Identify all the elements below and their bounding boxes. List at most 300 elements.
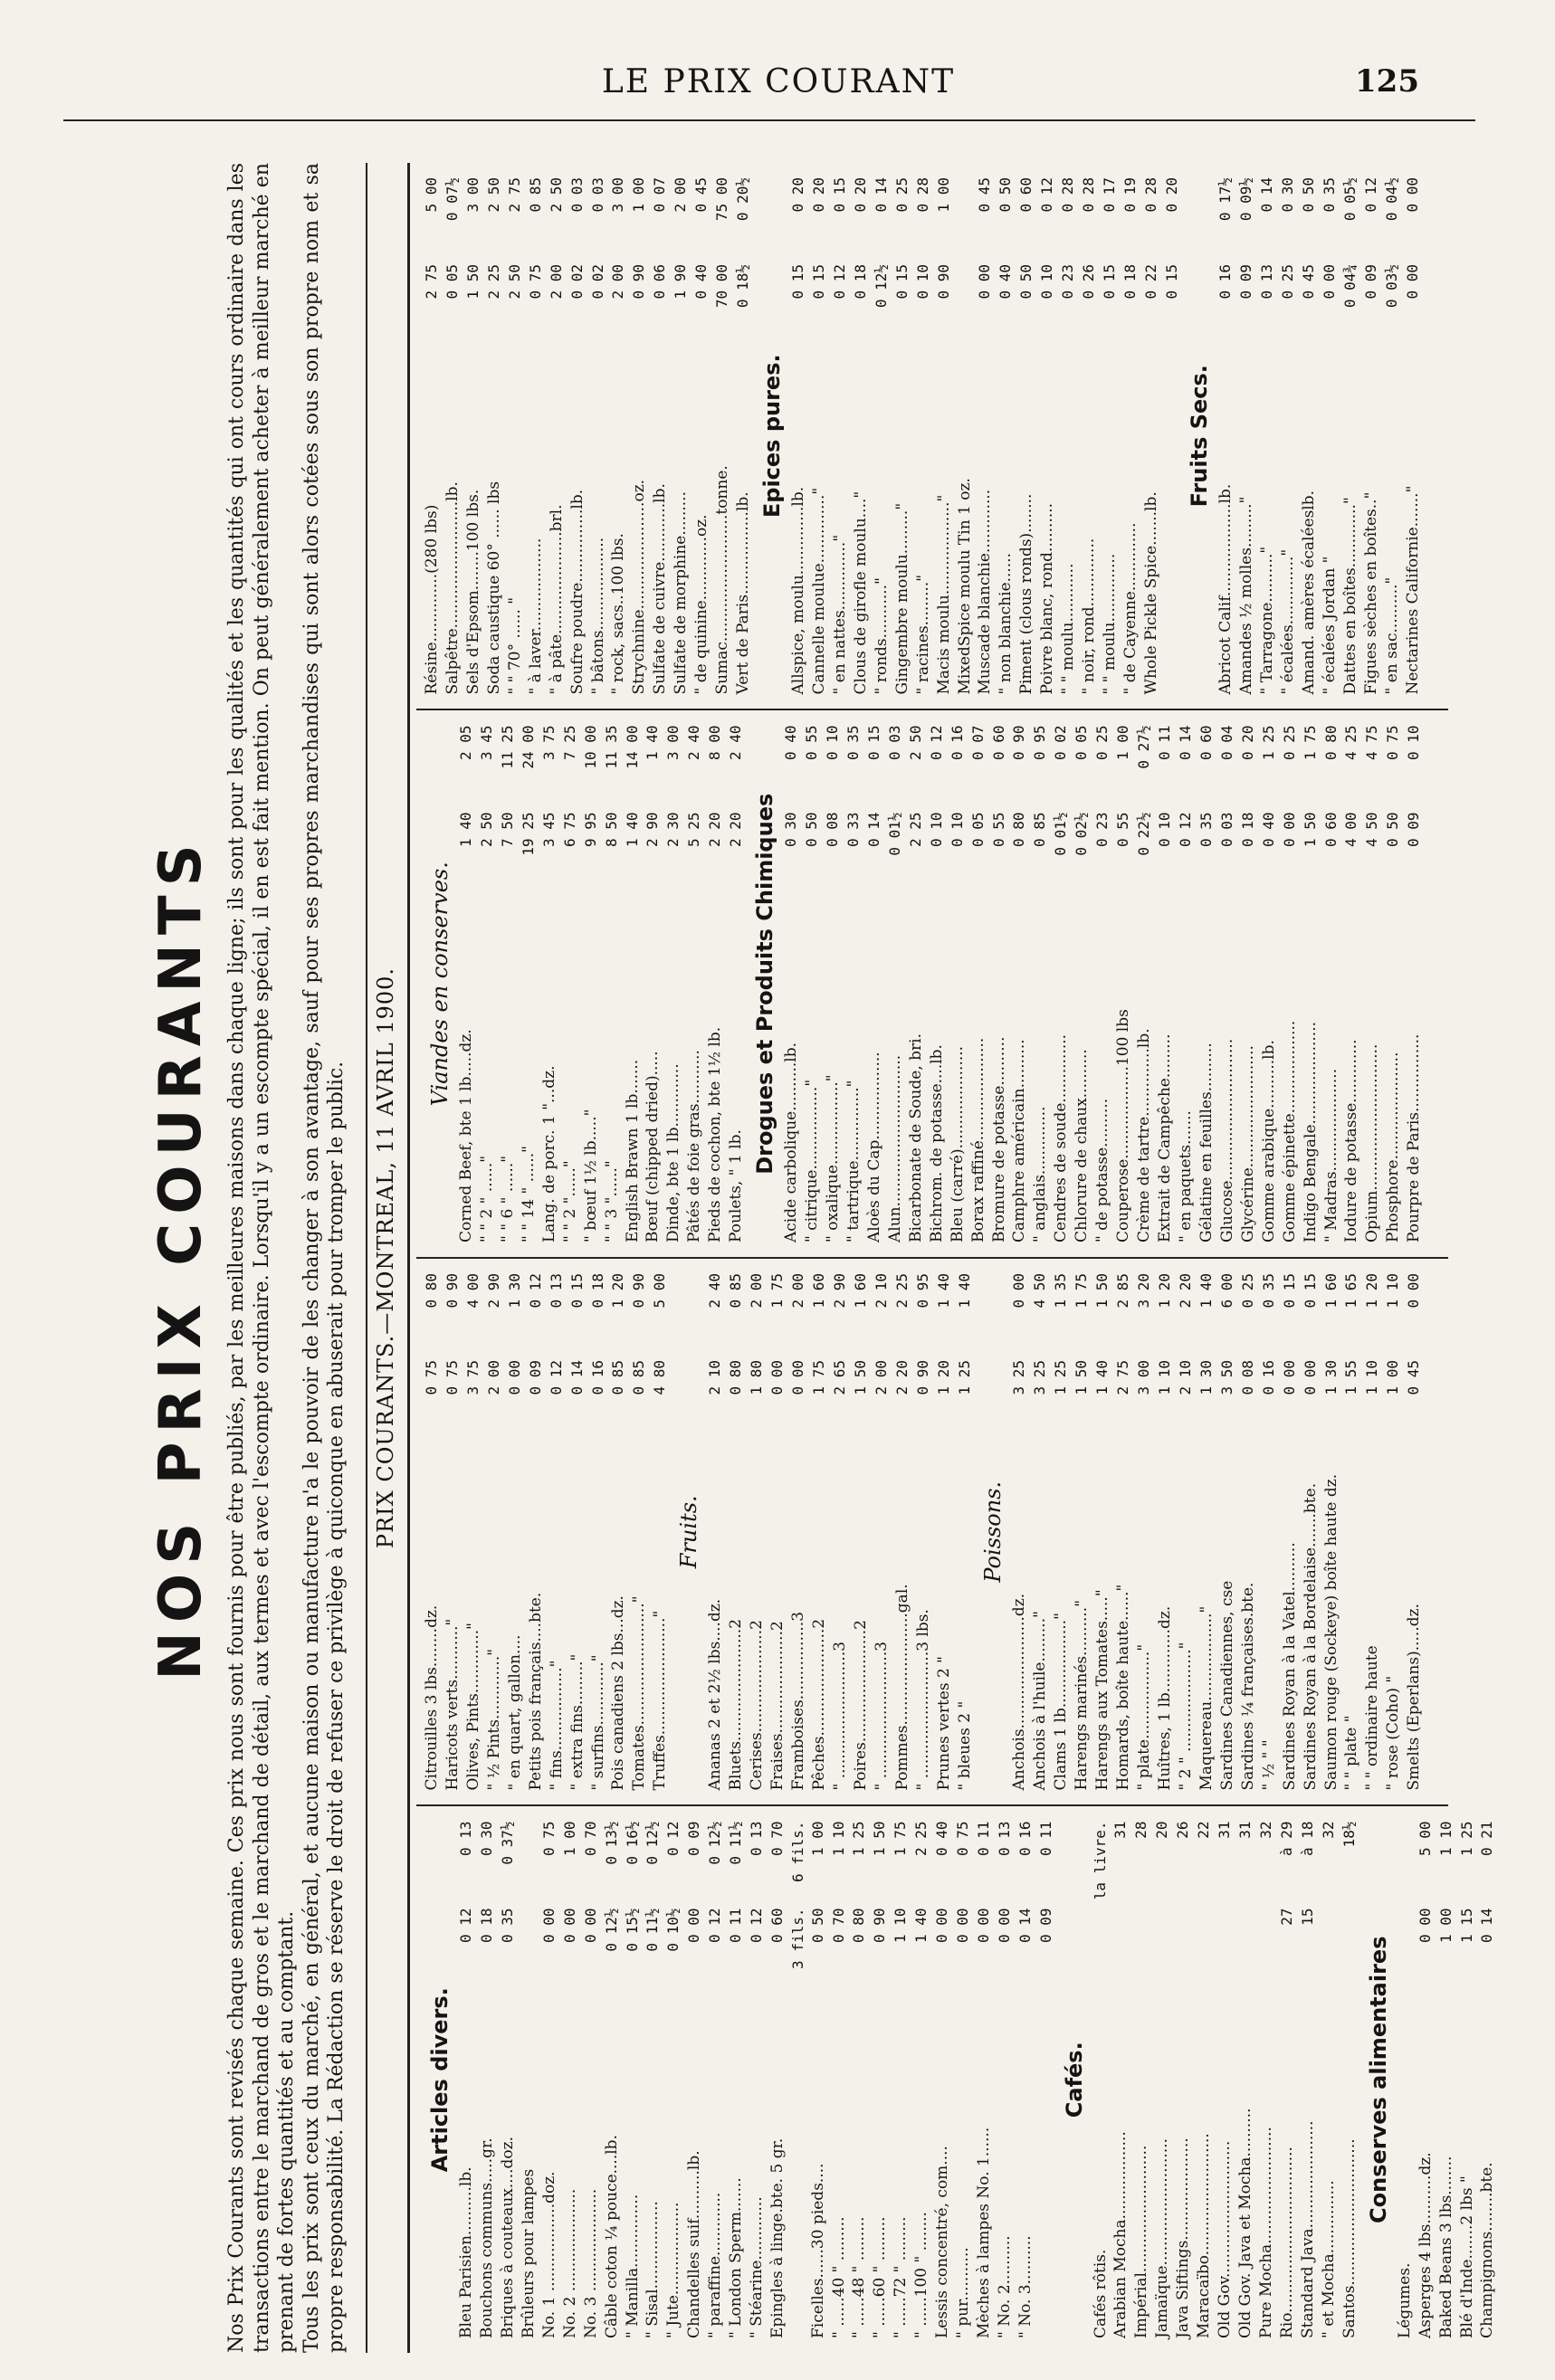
item-label: Gélatine en feuilles.......... bbox=[1197, 1042, 1216, 1242]
price-low: 0 09 bbox=[526, 1360, 544, 1395]
item-label: " fins................." bbox=[547, 1660, 566, 1791]
item-label: " non blanchie...... bbox=[997, 552, 1016, 695]
item-label: " " ordinaire haute bbox=[1363, 1645, 1382, 1791]
item-label: " en quart, gallon.... bbox=[505, 1634, 524, 1791]
item-label: " ½ " " bbox=[1259, 1739, 1278, 1791]
notice-title: NOS PRIX COURANTS bbox=[148, 835, 215, 1680]
price-high: 0 03 bbox=[568, 177, 586, 213]
price-column-2 bbox=[416, 1259, 1448, 1807]
price-high: 0 50 bbox=[1300, 177, 1318, 213]
price-row bbox=[802, 726, 823, 1243]
price-row bbox=[1072, 1273, 1092, 1791]
price-low: 1 40 bbox=[1093, 1360, 1111, 1395]
price-row bbox=[456, 726, 477, 1243]
item-label: English Brawn 1 lb....... bbox=[623, 1059, 642, 1242]
price-row bbox=[1361, 177, 1382, 695]
price-row bbox=[1036, 1822, 1056, 2339]
item-label: " Manilla............... bbox=[623, 2194, 642, 2338]
price-high: 4 00 bbox=[463, 1273, 482, 1309]
item-label: Acide carbolique..........lb. bbox=[782, 1042, 801, 1242]
price-high: 0 35 bbox=[844, 725, 862, 761]
item-label: Amand. amères écaléeslb. bbox=[1300, 490, 1319, 695]
item-label: Sardines ¼ françaises.bte. bbox=[1238, 1582, 1257, 1791]
price-row bbox=[588, 177, 609, 695]
price-row bbox=[484, 177, 505, 695]
item-label: Résine..............(280 lbs) bbox=[423, 504, 441, 695]
price-low: 4 00 bbox=[1342, 812, 1360, 848]
price-high: 0 12 bbox=[1038, 177, 1056, 213]
price-low: 0 85 bbox=[1031, 812, 1049, 848]
price-row bbox=[864, 726, 885, 1243]
price-row bbox=[1436, 1822, 1457, 2339]
price-high: 0 15 bbox=[1301, 1273, 1319, 1309]
price-high: 0 07 bbox=[968, 725, 987, 761]
price-low: 0 10½ bbox=[664, 1908, 682, 1952]
price-row bbox=[581, 726, 602, 1243]
price-low: 0 00 bbox=[933, 1908, 951, 1944]
item-label: Mèches à lampes No. 1...... bbox=[975, 2127, 994, 2338]
price-row bbox=[1072, 726, 1092, 1243]
price-row bbox=[650, 177, 671, 695]
price-row bbox=[809, 1273, 830, 1791]
item-label: Maracaïbo......................... bbox=[1195, 2133, 1214, 2338]
item-label: Chandelles suif..........lb. bbox=[685, 2150, 704, 2338]
price-row bbox=[1176, 726, 1197, 1243]
price-high: 0 20 bbox=[809, 177, 827, 213]
price-high: 10 00 bbox=[581, 725, 599, 769]
price-row bbox=[1404, 726, 1425, 1243]
price-high: 0 21 bbox=[1478, 1821, 1496, 1857]
price-row bbox=[1341, 1273, 1362, 1791]
price-low: 3 fils. bbox=[789, 1908, 806, 1969]
price-row bbox=[911, 1822, 932, 2339]
price-low: 2 10 bbox=[1176, 1360, 1194, 1395]
item-label: Figues sèches en boîtes.." bbox=[1362, 491, 1381, 695]
price-row bbox=[1259, 726, 1280, 1243]
price-high: 1 25 bbox=[850, 1821, 868, 1857]
price-low: 1 20 bbox=[934, 1360, 952, 1395]
price-high: 0 20 bbox=[1238, 725, 1256, 761]
item-label: Asperges 4 lbs..........dz. bbox=[1416, 2152, 1435, 2338]
price-row bbox=[1121, 177, 1141, 695]
item-label: " surfins............." bbox=[588, 1654, 607, 1791]
price-high: 0 13½ bbox=[602, 1821, 620, 1865]
price-low: 0 18 bbox=[851, 264, 869, 300]
price-high: 31 bbox=[1216, 1821, 1234, 1839]
notice-block bbox=[145, 163, 362, 2353]
price-row bbox=[1319, 1822, 1340, 2339]
price-high: 0 13 bbox=[547, 1273, 565, 1309]
section-title: Conserves alimentaires bbox=[1365, 1936, 1391, 2223]
item-label: " pur........... bbox=[954, 2247, 973, 2338]
item-label: Harengs marinés.........." bbox=[1073, 1599, 1092, 1791]
price-low: 0 09 bbox=[1362, 264, 1380, 300]
price-low: 0 18 bbox=[1121, 264, 1139, 300]
price-low: 0 80 bbox=[727, 1360, 745, 1395]
item-label: " Madras..................... bbox=[1321, 1068, 1340, 1242]
item-label: Brûleurs pour lampes bbox=[519, 2168, 538, 2338]
section-title: Epices pures. bbox=[759, 354, 785, 519]
price-row bbox=[1301, 726, 1321, 1243]
price-row bbox=[1236, 177, 1257, 695]
price-high: 1 40 bbox=[934, 1273, 952, 1309]
price-high: 0 20 bbox=[1162, 177, 1180, 213]
price-column-4 bbox=[416, 163, 1448, 711]
price-row bbox=[913, 1273, 934, 1791]
price-high: 0 85 bbox=[727, 1273, 745, 1309]
price-low: 0 14 bbox=[1478, 1908, 1496, 1944]
price-low: 1 50 bbox=[851, 1360, 869, 1395]
price-low: 2 25 bbox=[484, 264, 502, 300]
price-high: 0 14 bbox=[872, 177, 890, 213]
item-label: Indigo Bengale..................... bbox=[1301, 1021, 1320, 1242]
price-row bbox=[955, 1273, 976, 1791]
price-row bbox=[953, 1822, 974, 2339]
price-row bbox=[568, 177, 588, 695]
price-low: 0 00 bbox=[1280, 812, 1298, 848]
price-low: 2 50 bbox=[477, 812, 495, 848]
price-row bbox=[1092, 1273, 1113, 1791]
price-low: 0 11½ bbox=[644, 1908, 662, 1952]
item-label: " rock, sacs..100 lbs. bbox=[609, 533, 628, 695]
price-high: 0 37½ bbox=[498, 1821, 516, 1865]
price-low: 3 50 bbox=[1217, 1360, 1235, 1395]
price-row bbox=[1238, 1273, 1259, 1791]
price-high: 0 04½ bbox=[1382, 177, 1400, 222]
section-title: Poissons. bbox=[980, 1480, 1006, 1583]
price-high: 1 75 bbox=[892, 1821, 910, 1857]
price-low: 9 95 bbox=[581, 812, 599, 848]
price-high: 5 00 bbox=[1416, 1821, 1434, 1857]
price-row bbox=[671, 177, 692, 695]
price-high: 0 60 bbox=[1017, 177, 1035, 213]
price-row bbox=[932, 1822, 953, 2339]
price-high: 28 bbox=[1132, 1821, 1150, 1839]
price-high: 1 40 bbox=[1197, 1273, 1215, 1309]
price-low: 0 55 bbox=[1114, 812, 1132, 848]
item-label: Sulfate de morphine......... bbox=[672, 491, 691, 695]
price-high: 1 20 bbox=[1156, 1273, 1173, 1309]
price-row bbox=[870, 1822, 891, 2339]
price-row bbox=[463, 177, 484, 695]
item-label: Poires.......................2 bbox=[851, 1620, 870, 1791]
price-high: 24 00 bbox=[519, 725, 537, 769]
price-high: 0 70 bbox=[768, 1821, 787, 1857]
price-low: 0 15 bbox=[809, 264, 827, 300]
price-low: 1 40 bbox=[912, 1908, 930, 1944]
price-low: 2 20 bbox=[727, 812, 745, 848]
item-label: Olives, Pints............." bbox=[463, 1623, 482, 1791]
price-row bbox=[913, 177, 934, 695]
subheader-rule bbox=[407, 163, 410, 2353]
price-high: 1 35 bbox=[1052, 1273, 1070, 1309]
price-low: 2 25 bbox=[906, 812, 924, 848]
price-row bbox=[996, 177, 1016, 695]
notice-rule bbox=[366, 163, 367, 2353]
price-row bbox=[1457, 1822, 1478, 2339]
price-row bbox=[608, 1273, 629, 1791]
price-row bbox=[995, 1822, 1016, 2339]
item-label: Borax raffiné..................... bbox=[968, 1037, 987, 1242]
item-label: Bouchons communs.....gr. bbox=[477, 2137, 496, 2338]
price-low: 3 25 bbox=[1031, 1360, 1049, 1395]
price-low: 0 06 bbox=[651, 264, 669, 300]
price-row bbox=[560, 726, 581, 1243]
item-label: Harengs aux Tomates....." bbox=[1093, 1589, 1112, 1791]
price-row bbox=[934, 177, 955, 695]
price-row bbox=[1037, 177, 1058, 695]
price-low: 0 15½ bbox=[623, 1908, 641, 1952]
price-row bbox=[747, 1273, 768, 1791]
price-row bbox=[456, 1822, 477, 2339]
item-label: " paraffine............. bbox=[706, 2192, 725, 2338]
price-row bbox=[1194, 1822, 1215, 2339]
item-label: Extrait de Campêche......... bbox=[1156, 1033, 1174, 1242]
price-low: 0 12 bbox=[830, 264, 848, 300]
item-label: Pêches......................2 bbox=[809, 1618, 828, 1791]
price-row bbox=[705, 1822, 726, 2339]
price-low: 1 15 bbox=[1457, 1908, 1475, 1944]
price-low: 6 75 bbox=[560, 812, 578, 848]
price-high: 0 28 bbox=[1080, 177, 1098, 213]
price-high: 2 25 bbox=[912, 1821, 930, 1857]
price-low: 1 75 bbox=[809, 1360, 827, 1395]
price-low: 0 12½ bbox=[872, 264, 890, 309]
price-low: 0 00 bbox=[996, 1908, 1014, 1944]
price-low: 0 04¾ bbox=[1341, 264, 1359, 309]
item-label: Fraises.....................2 bbox=[768, 1621, 787, 1791]
price-row bbox=[975, 177, 996, 695]
price-low: 0 45 bbox=[1300, 264, 1318, 300]
item-label: " London Sperm....... bbox=[727, 2177, 746, 2338]
item-label: " ......72 " ......... bbox=[892, 2216, 911, 2338]
price-row bbox=[1111, 1822, 1131, 2339]
item-label: Poulets, " 1 lb. bbox=[727, 1129, 746, 1242]
item-label: Old Gov............................ bbox=[1216, 2140, 1235, 2338]
item-label: Impérial.......................... bbox=[1132, 2145, 1151, 2338]
item-label: Clams 1 lb.................." bbox=[1052, 1613, 1071, 1791]
price-high: 11 35 bbox=[602, 725, 620, 769]
price-high: 0 05 bbox=[1073, 725, 1091, 761]
price-high: 0 12½ bbox=[644, 1821, 662, 1865]
price-low: 0 10 bbox=[927, 812, 945, 848]
price-high: 0 15 bbox=[830, 177, 848, 213]
price-row bbox=[1301, 1273, 1321, 1791]
item-label: " bœuf 1½ lb....." bbox=[581, 1109, 600, 1242]
price-high: 0 03 bbox=[588, 177, 606, 213]
price-high: 3 00 bbox=[609, 177, 627, 213]
price-high: 2 00 bbox=[672, 177, 690, 213]
price-low: 2 00 bbox=[547, 264, 565, 300]
price-row bbox=[1016, 1822, 1036, 2339]
price-high: 75 00 bbox=[713, 177, 731, 222]
price-row bbox=[1009, 1273, 1030, 1791]
price-high: 2 75 bbox=[505, 177, 523, 213]
price-low: 2 65 bbox=[830, 1360, 848, 1395]
page-header bbox=[0, 63, 1555, 118]
price-low: 0 14 bbox=[1016, 1908, 1034, 1944]
price-row bbox=[1131, 1822, 1152, 2339]
item-label: Pure Mocha........................ bbox=[1257, 2127, 1275, 2338]
price-row bbox=[747, 1822, 768, 2339]
price-high: 1 30 bbox=[505, 1273, 523, 1309]
price-low: 0 00 bbox=[1321, 264, 1339, 300]
price-high: 1 60 bbox=[851, 1273, 869, 1309]
price-row bbox=[1257, 177, 1278, 695]
item-label: Pieds de cochon, bte 1½ lb. bbox=[706, 1026, 725, 1242]
price-row bbox=[989, 726, 1010, 1243]
price-low: 0 00 bbox=[976, 264, 994, 300]
item-label: Bicarbonate de Soude, bri. bbox=[906, 1033, 925, 1242]
item-label: Petits pois français....bte. bbox=[526, 1592, 545, 1791]
price-high: 0 13 bbox=[748, 1821, 766, 1857]
price-row bbox=[1197, 726, 1217, 1243]
price-row bbox=[547, 1273, 568, 1791]
price-row bbox=[974, 1822, 995, 2339]
item-label: Corned Beef, bte 1 lb.....dz. bbox=[457, 1029, 475, 1242]
price-row bbox=[1383, 726, 1404, 1243]
price-low: 0 30 bbox=[782, 812, 800, 848]
item-label: Lang. de porc. 1 "...dz. bbox=[539, 1065, 558, 1242]
item-label: Maquereau.................." bbox=[1197, 1605, 1216, 1791]
price-row bbox=[1009, 726, 1030, 1243]
price-high: 1 75 bbox=[1301, 725, 1319, 761]
price-low: 0 00 bbox=[768, 1360, 787, 1395]
item-label: " en nattes.............." bbox=[830, 534, 849, 695]
price-high: 0 13 bbox=[457, 1821, 474, 1857]
price-low: 7 50 bbox=[498, 812, 516, 848]
price-row bbox=[712, 177, 733, 695]
price-high: 8 00 bbox=[706, 725, 724, 761]
price-row bbox=[526, 1273, 547, 1791]
item-label: Glucose............................. bbox=[1217, 1038, 1236, 1242]
price-row bbox=[872, 177, 892, 695]
item-label: Citrouilles 3 lbs........dz. bbox=[423, 1604, 441, 1791]
price-high: 0 90 bbox=[630, 1273, 648, 1309]
price-high: 3 00 bbox=[463, 177, 482, 213]
item-label: Baked Beans 3 lbs........ bbox=[1436, 2156, 1455, 2338]
item-label: " et Mocha............... bbox=[1319, 2180, 1338, 2338]
item-label: " bleues 2 " bbox=[955, 1700, 974, 1791]
item-label: " Tarragone.........." bbox=[1258, 546, 1277, 695]
price-row bbox=[1134, 1273, 1155, 1791]
price-high: 0 12 bbox=[664, 1821, 682, 1857]
price-low: 0 08 bbox=[824, 812, 841, 848]
item-label: Opium.............................. bbox=[1363, 1043, 1382, 1242]
price-row bbox=[505, 177, 526, 695]
item-label: Anchois à l'huile........." bbox=[1031, 1611, 1050, 1791]
price-high: 0 20 bbox=[851, 177, 869, 213]
price-low: 0 02 bbox=[568, 264, 586, 300]
price-row bbox=[1217, 726, 1238, 1243]
item-label: Bluets.......................2 bbox=[727, 1618, 746, 1791]
price-row bbox=[1155, 1273, 1176, 1791]
price-row bbox=[1141, 177, 1162, 695]
price-high: 0 10 bbox=[824, 725, 841, 761]
price-high: 0 90 bbox=[1010, 725, 1028, 761]
price-row bbox=[788, 1822, 808, 2339]
notice-paragraph-2: Tous les prix sont ceux du marché, en général, et aucune maison ou manufacture n'a le pouvoir de les changer à son avantage, sauf pour ses propres marchandises qui sont alors cotées sous son propre nom et sa propre responsabilité. La Rédaction se réserve le droit de refuser ce privilège à quiconque en abuserait pour tromper le public. bbox=[300, 163, 348, 2353]
item-label: Camphre américain.......... bbox=[1010, 1039, 1029, 1242]
price-low: 0 18 bbox=[1238, 812, 1256, 848]
price-high: 0 25 bbox=[1093, 725, 1111, 761]
price-high: 0 95 bbox=[913, 1273, 931, 1309]
price-row bbox=[1079, 177, 1100, 695]
price-row bbox=[788, 1273, 809, 1791]
price-low: 15 bbox=[1298, 1908, 1316, 1926]
item-label: Old Gov. Java et Mocha.......... bbox=[1236, 2108, 1255, 2338]
item-label: Anchois.......................dz. bbox=[1010, 1593, 1029, 1791]
price-low: 0 25 bbox=[1279, 264, 1297, 300]
price-high: 0 14 bbox=[1176, 725, 1194, 761]
price-low: 0 15 bbox=[1101, 264, 1119, 300]
item-label: " " moulu.............. bbox=[1101, 553, 1120, 695]
item-label: Sels d'Epsom........100 lbs. bbox=[463, 489, 482, 695]
price-high: 1 10 bbox=[1436, 1821, 1455, 1857]
price-high: 0 11 bbox=[1036, 1821, 1054, 1857]
item-label: " " 6 " ......" bbox=[498, 1155, 517, 1242]
price-row bbox=[443, 1273, 463, 1791]
item-label: " écalées Jordan " bbox=[1321, 556, 1340, 695]
price-row bbox=[906, 726, 927, 1243]
item-label: Arabian Mocha.................. bbox=[1111, 2131, 1130, 2338]
price-low: 0 00 bbox=[1301, 1360, 1319, 1395]
item-label: " 2 " ....................." bbox=[1176, 1642, 1195, 1791]
item-label: " " 2 " ......" bbox=[477, 1155, 496, 1242]
price-row bbox=[1238, 726, 1259, 1243]
price-low: 0 00 bbox=[685, 1908, 703, 1944]
item-label: " de quinine.............oz. bbox=[692, 514, 711, 695]
price-row bbox=[849, 1822, 870, 2339]
item-label: Sardines Canadiennes, cse bbox=[1217, 1580, 1236, 1791]
price-low: 0 00 bbox=[1280, 1360, 1298, 1395]
item-label: No. 3 ..................... bbox=[581, 2188, 600, 2338]
price-low: 0 10 bbox=[1038, 264, 1056, 300]
item-label: " ½ Pints............." bbox=[484, 1648, 503, 1791]
price-high: 1 10 bbox=[829, 1821, 847, 1857]
price-high: 0 28 bbox=[913, 177, 931, 213]
price-row bbox=[1403, 177, 1424, 695]
item-label: Muscade blanchie............. bbox=[976, 489, 995, 695]
price-low: 0 16 bbox=[1216, 264, 1235, 300]
item-label: " ......48 " ......... bbox=[850, 2216, 869, 2338]
price-low: 0 70 bbox=[829, 1908, 847, 1944]
price-high: 1 00 bbox=[560, 1821, 578, 1857]
price-low: 2 00 bbox=[484, 1360, 502, 1395]
price-high: 1 25 bbox=[1457, 1821, 1475, 1857]
item-label: Ficelles......30 pieds.... bbox=[808, 2163, 827, 2338]
item-label: Blé d'Inde.......2 lbs " bbox=[1457, 2175, 1476, 2338]
item-label: Clous de girofle moulu...." bbox=[851, 490, 870, 695]
price-low: 0 00 bbox=[581, 1908, 599, 1944]
price-high: 2 90 bbox=[484, 1273, 502, 1309]
item-label: Tomates........................." bbox=[630, 1595, 649, 1791]
price-row bbox=[1395, 1822, 1416, 2339]
item-label: " rose (Coho) " bbox=[1384, 1675, 1403, 1791]
item-label: Phosphore...................... bbox=[1384, 1052, 1403, 1242]
price-high: 1 20 bbox=[1363, 1273, 1381, 1309]
item-label: Lessis concentré, com.... bbox=[933, 2146, 952, 2338]
item-label: " citrique................." bbox=[803, 1079, 822, 1242]
price-row bbox=[1416, 1822, 1436, 2339]
price-row bbox=[684, 726, 705, 1243]
item-label: " oxalique................." bbox=[824, 1074, 842, 1242]
price-low: 2 75 bbox=[423, 264, 440, 300]
item-label: " racines........." bbox=[913, 574, 932, 695]
price-low: 0 90 bbox=[630, 264, 648, 300]
item-label: " " 14 " ......" bbox=[519, 1146, 538, 1242]
price-low: 0 85 bbox=[630, 1360, 648, 1395]
